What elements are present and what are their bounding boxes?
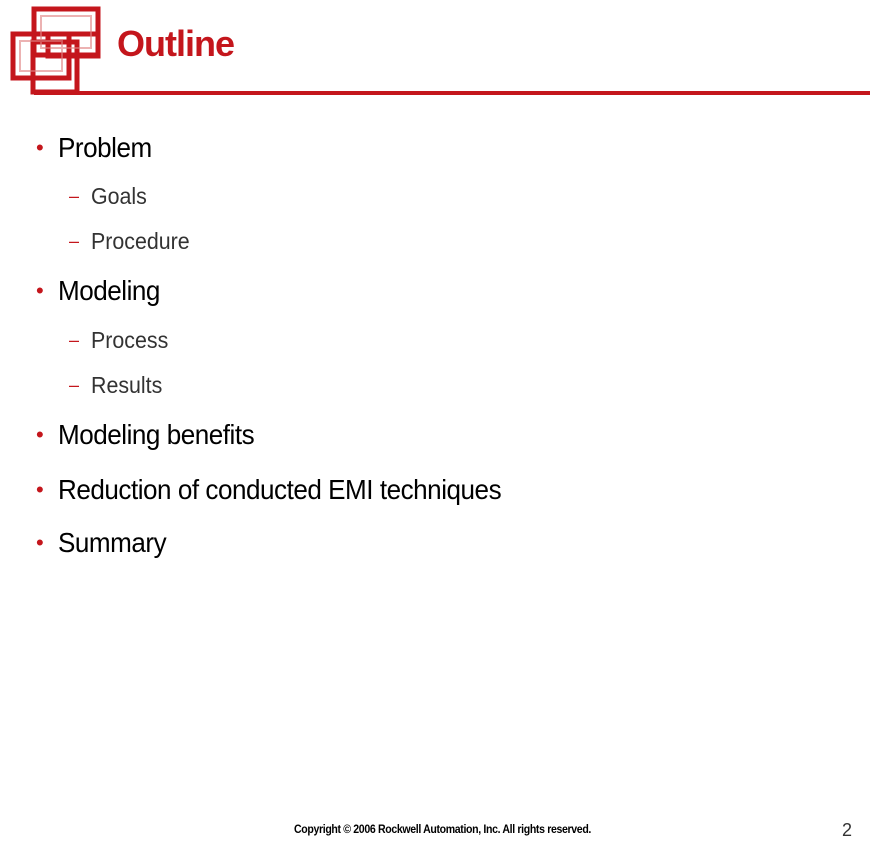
bullet-dot-icon: • [36, 477, 44, 502]
outline-item-problem [36, 132, 159, 164]
bullet-dash-icon: – [69, 231, 80, 251]
outline-item-label: Reduction of conducted EMI techniques [58, 474, 502, 505]
bullet-dash-icon: – [69, 330, 80, 350]
bullet-dot-icon: • [36, 530, 44, 555]
slide-title: Outline [117, 23, 234, 64]
bullet-dash-icon: – [69, 186, 80, 206]
outline-subitem-label: Procedure [91, 228, 190, 254]
outline-subitem-label: Goals [91, 183, 147, 209]
bullet-dot-icon: • [36, 422, 44, 447]
outline-subitem-goals [69, 183, 151, 210]
outline-item-modeling [36, 275, 168, 307]
bullet-dash-icon: – [69, 375, 80, 395]
outline-subitem-label: Results [91, 372, 163, 398]
outline-item-label: Summary [58, 527, 167, 558]
outline-subitem-process [69, 327, 174, 354]
outline-subitem-label: Process [91, 327, 169, 353]
copyright-notice: Copyright © 2006 Rockwell Automation, Inc. All rights reserved. [294, 822, 592, 836]
outline-item-label: Modeling benefits [58, 419, 255, 450]
outline-item-label: Modeling [58, 275, 160, 306]
outline-item-emi-techniques [36, 474, 534, 506]
bullet-dot-icon: • [36, 135, 44, 160]
slide-footer [0, 820, 870, 840]
outline-subitem-procedure [69, 228, 197, 255]
page-number: 2 [842, 820, 853, 840]
outline-item-label: Problem [58, 132, 152, 163]
outline-item-summary [36, 527, 174, 559]
outline-item-modeling-benefits [36, 419, 269, 451]
bullet-dot-icon: • [36, 278, 44, 303]
outline-subitem-results [69, 372, 168, 399]
